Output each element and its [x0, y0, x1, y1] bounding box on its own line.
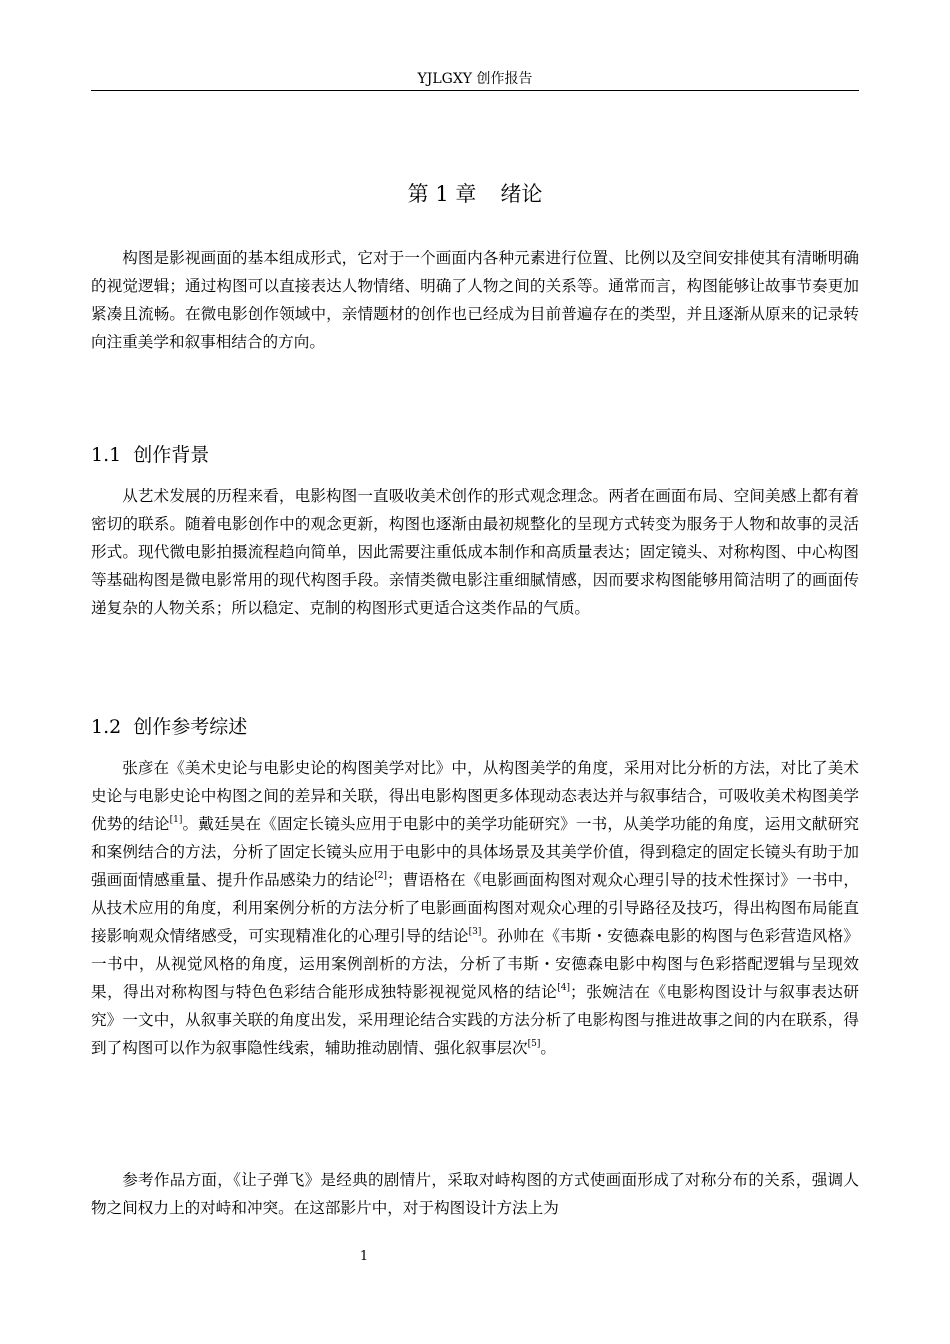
background-paragraph: 从艺术发展的历程来看，电影构图一直吸收美术创作的形式观念理念。两者在画面布局、空间美感上都有着密切的联系。随着电影创作中的观念更新，构图也逐渐由最初规整化的呈现方式转变为服务于人物和故事的灵活形式。现代微电影拍摄流程趋向简单，因此需要注重低成本制作和高质量表达；固定镜头、对称构图、中心构图等基础构图是微电影常用的现代构图手段。亲情类微电影注重细腻情感，因而要求构图能够用简洁明了的画面传递复杂的人物关系；所以稳定、克制的构图形式更适合这类作品的气质。	[91, 487, 859, 617]
page-number: 1	[359, 1249, 369, 1264]
section-title: 创作背景	[133, 444, 210, 466]
text-run: 张彦在《美术史论与电影史论的构图美学对比》中，从构图美学的角度，采用对比分析的方法，对比了美术史论与电影史论中构图之间的差异和关联，得出电影构图更多体现动态表达并与叙事结合，可吸收美术构图美学优势的结论	[91, 759, 859, 833]
text-run: ；曹语格在《电影画面构图对观众心理引导的技术性探讨》一书中，从技术应用的角度，利用案例分析的方法分析了电影画面构图对观众心理的引导路径及技巧，得出构图布局能直接影响观众情绪感受，可实现精准化的心理引导的结论	[91, 871, 859, 945]
references-paragraph	[91, 754, 859, 1062]
chapter-title	[91, 178, 859, 210]
section-title: 创作参考综述	[133, 716, 248, 738]
text-run: 。	[540, 1039, 556, 1057]
citation-4: [4]	[557, 982, 571, 993]
text-run: 。孙帅在《韦斯・安德森电影的构图与色彩营造风格》一书中，从视觉风格的角度，运用案例剖析的方法，分析了韦斯・安德森电影中构图与色彩搭配逻辑与呈现效果，得出对称构图与特色色彩结合能形成独特影视视觉风格的结论	[91, 927, 859, 1001]
section-number: 1.1	[91, 444, 122, 466]
chapter-name: 绪论	[500, 182, 543, 206]
section-number: 1.2	[91, 716, 122, 738]
section-heading-1-1	[91, 440, 209, 470]
page-header	[91, 68, 859, 91]
text-run: ；张婉洁在《电影构图设计与叙事表达研究》一文中，从叙事关联的角度出发，采用理论结合实践的方法分析了电影构图与推进故事之间的内在联系，得到了构图可以作为叙事隐性线索，辅助推动剧情、强化叙事层次	[91, 983, 859, 1057]
citation-2: [2]	[374, 870, 388, 881]
intro-paragraph: 构图是影视画面的基本组成形式，它对于一个画面内各种元素进行位置、比例以及空间安排使其有清晰明确的视觉逻辑；通过构图可以直接表达人物情绪、明确了人物之间的关系等。通常而言，构图能够让故事节奏更加紧凑且流畅。在微电影创作领域中，亲情题材的创作也已经成为目前普遍存在的类型，并且逐渐从原来的记录转向注重美学和叙事相结合的方向。	[91, 249, 859, 351]
text-run: 。戴廷昊在《固定长镜头应用于电影中的美学功能研究》一书，从美学功能的角度，运用文献研究和案例结合的方法，分析了固定长镜头应用于电影中的具体场景及其美学价值，得到稳定的固定长镜头有助于加强画面情感重量、提升作品感染力的结论	[91, 815, 859, 889]
citation-3: [3]	[468, 926, 482, 937]
section-heading-1-2	[91, 712, 247, 742]
header-text: YJLGXY 创作报告	[417, 71, 533, 87]
citation-5: [5]	[527, 1038, 541, 1049]
citation-1: [1]	[169, 814, 183, 825]
chapter-number: 第 1 章	[407, 182, 477, 206]
reference-works-paragraph: 参考作品方面，《让子弹飞》是经典的剧情片，采取对峙构图的方式使画面形成了对称分布的关系，强调人物之间权力上的对峙和冲突。在这部影片中，对于构图设计方法上为	[91, 1171, 859, 1217]
